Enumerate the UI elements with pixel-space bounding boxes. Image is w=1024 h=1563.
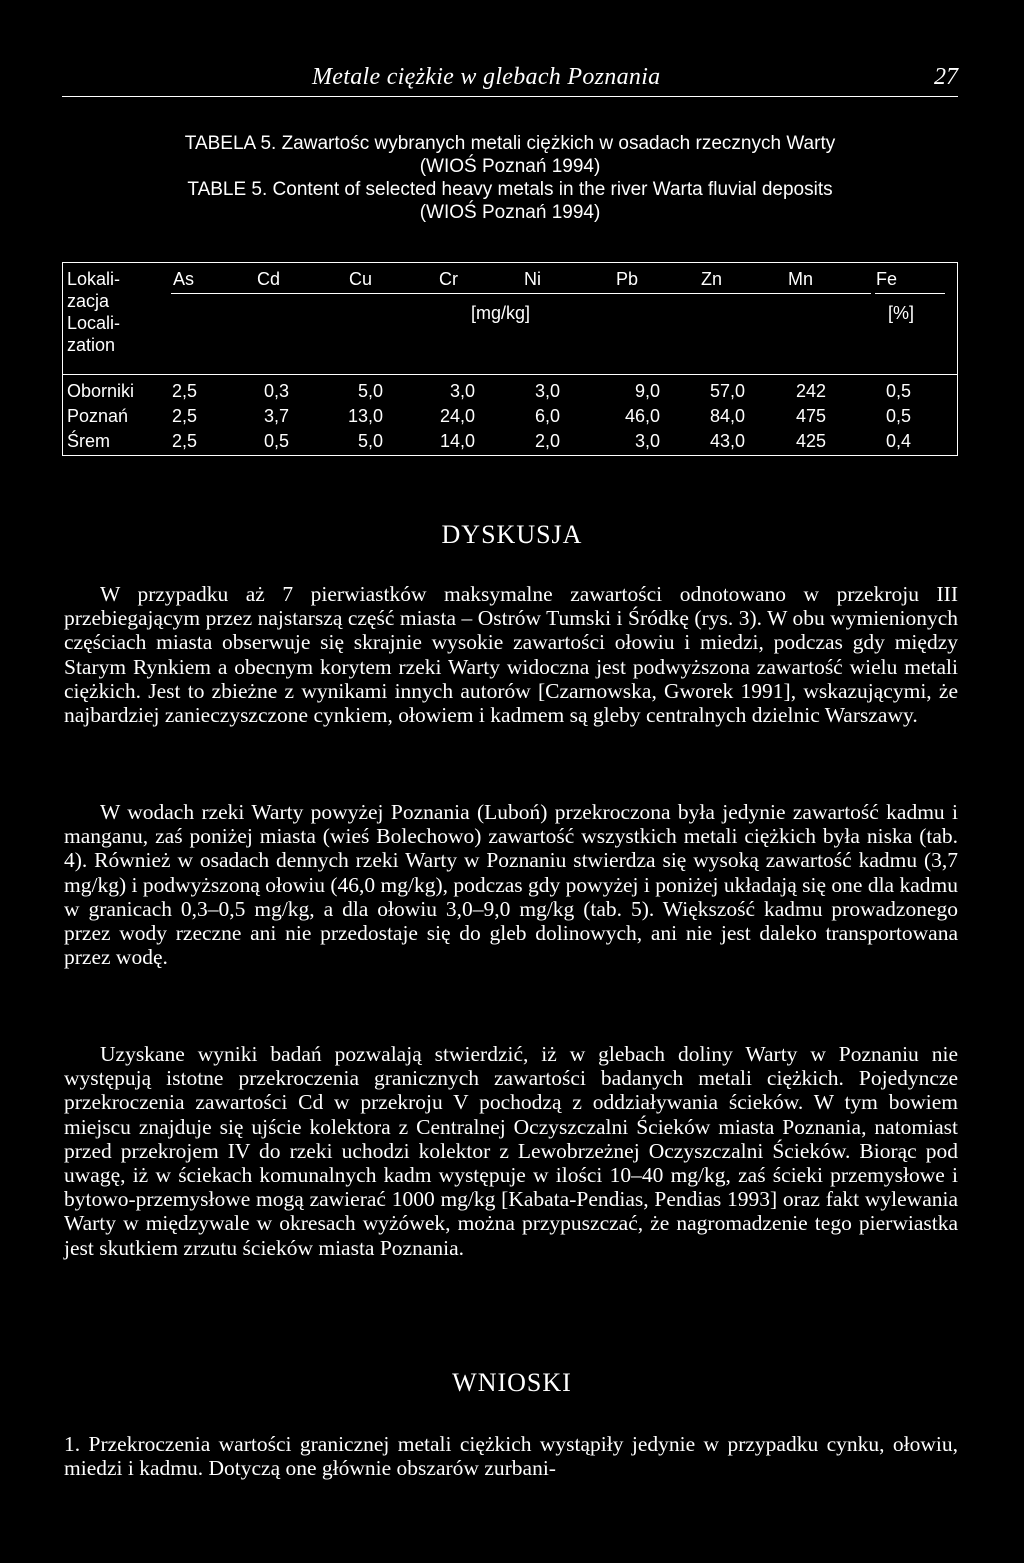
- table-cell: 13,0: [347, 406, 383, 426]
- column-header: Cu: [349, 269, 373, 289]
- column-header: Cr: [439, 269, 458, 289]
- discussion-paragraph: [64, 1042, 958, 1260]
- header-rule-fe: [875, 293, 945, 294]
- table-cell: 2,5: [171, 381, 197, 401]
- header-rule-metals: [171, 293, 871, 294]
- discussion-heading: DYSKUSJA: [441, 520, 583, 549]
- table-cell: 0,5: [263, 431, 289, 451]
- table-cell: 3,0: [449, 381, 475, 401]
- row-location: Oborniki: [67, 381, 135, 401]
- metals-table: [62, 262, 958, 456]
- table-cell: 5,0: [357, 381, 383, 401]
- table-cell: 2,5: [171, 431, 197, 451]
- table-cell: 425: [795, 431, 826, 451]
- table-cell: 57,0: [709, 381, 745, 401]
- table-cell: 3,0: [634, 431, 660, 451]
- location-header-line: zacja: [67, 291, 110, 311]
- table-cell: 43,0: [709, 431, 745, 451]
- table-cell: 24,0: [439, 406, 475, 426]
- table-cell: 3,7: [263, 406, 289, 426]
- caption-pl-line2: (WIOŚ Poznań 1994): [419, 156, 601, 177]
- table-caption: [62, 132, 958, 224]
- table-cell: 84,0: [709, 406, 745, 426]
- table-cell: 2,0: [534, 431, 560, 451]
- table-cell: 475: [795, 406, 826, 426]
- discussion-paragraph-text: W wodach rzeki Warty powyżej Poznania (Luboń) przekroczona była jedynie zawartość kadmu i manganu, zaś poniżej miasta (wieś Bolechowo) zawartość wszystkich metali ciężkich była niska (tab. 4). Również w osadach dennych rzeki Warty w Poznaniu stwierdza się wysoką zawartość kadmu (3,7 mg/kg) i podwyższoną ołowiu (46,0 mg/kg), podczas gdy powyżej i poniżej układają się one dla kadmu w granicach 0,3–0,5 mg/kg, a dla ołowiu 3,0–9,0 mg/kg (tab. 5). Większość kadmu prowadzonego przez wody rzeczne ani nie przedostaje się do gleb dolinowych, ani nie jest daleko transportowana przez wodę.: [64, 800, 958, 970]
- header-body-rule: [63, 374, 957, 375]
- column-header: Cd: [257, 269, 281, 289]
- location-header-line: Locali-: [67, 313, 121, 333]
- column-header: As: [173, 269, 195, 289]
- table-cell: 242: [795, 381, 826, 401]
- discussion-paragraph: [64, 582, 958, 727]
- row-location: Poznań: [67, 406, 129, 426]
- unit-label-percent: [%]: [888, 303, 915, 323]
- caption-pl-line1: TABELA 5. Zawartośc wybranych metali ciężkich w osadach rzecznych Warty: [184, 133, 836, 154]
- table-cell: 14,0: [439, 431, 475, 451]
- column-header: Pb: [616, 269, 639, 289]
- table-cell: 6,0: [534, 406, 560, 426]
- table-cell: 3,0: [534, 381, 560, 401]
- caption-en-line1: TABLE 5. Content of selected heavy metals in the river Warta fluvial deposits: [187, 179, 833, 200]
- discussion-paragraph: [64, 800, 958, 969]
- location-header-line: Lokali-: [67, 269, 121, 289]
- table-cell: 0,3: [263, 381, 289, 401]
- page-number: 27: [934, 64, 958, 90]
- table-cell: 0,4: [885, 431, 911, 451]
- column-header: Mn: [788, 269, 814, 289]
- running-title: Metale ciężkie w glebach Poznania: [312, 64, 661, 90]
- conclusions-heading: WNIOSKI: [452, 1368, 572, 1397]
- conclusion-item: 1. Przekroczenia wartości granicznej metali ciężkich wystąpiły jedynie w przypadku cynku, ołowiu, miedzi i kadmu. Dotyczą one głównie obszarów zurbani-: [64, 1432, 958, 1481]
- discussion-paragraph-text: Uzyskane wyniki badań pozwalają stwierdzić, iż w glebach doliny Warty w Poznaniu nie występują istotne przekroczenia granicznych zawartości badanych metali ciężkich. Pojedyncze przekroczenia zawartości Cd w przekroju V pochodzą z oddziaływania ścieków. W tym bowiem miejscu znajduje się ujście kolektora z Centralnej Oczyszczalni Ścieków miasta Poznania, natomiast przed przekrojem IV do rzeki uchodzi kolektor z Lewobrzeżnej Oczyszczalni Ścieków. Biorąc pod uwagę, iż w ściekach komunalnych kadm występuje w ilości 10–40 mg/kg, zaś ścieki przemysłowe i bytowo-przemysłowe mogą zawierać 1000 mg/kg [Kabata-Pendias, Pendias 1993] oraz fakt wylewania Warty w międzywale w okresach wyżówek, można przypuszczać, że nagromadzenie tego pierwiastka jest skutkiem zrzutu ścieków miasta Poznania.: [64, 1042, 958, 1260]
- running-header: [62, 64, 958, 97]
- column-header: Fe: [876, 269, 898, 289]
- table-cell: 9,0: [634, 381, 660, 401]
- location-header-line: zation: [67, 335, 116, 355]
- column-header: Ni: [524, 269, 541, 289]
- discussion-paragraph-text: W przypadku aż 7 pierwiastków maksymalne zawartości odnotowano w przekroju III przebiegającym przez najstarszą część miasta – Ostrów Tumski i Śródkę (rys. 3). W obu wymienionych częściach miasta obserwuje się skrajnie wysokie zawartości ołowiu i miedzi, podczas gdy między Starym Rynkiem a obecnym korytem rzeki Warty widoczna jest podwyższona zawartość wielu metali ciężkich. Jest to zbieżne z wynikami innych autorów [Czarnowska, Gworek 1991], wskazującymi, że najbardziej zanieczyszczone cynkiem, ołowiem i kadmem są gleby centralnych dzielnic Warszawy.: [64, 582, 958, 728]
- column-header: Zn: [701, 269, 723, 289]
- table-cell: 0,5: [885, 381, 911, 401]
- table-cell: 5,0: [357, 431, 383, 451]
- table-cell: 2,5: [171, 406, 197, 426]
- caption-en-line2: (WIOŚ Poznań 1994): [419, 202, 601, 223]
- table-cell: 0,5: [885, 406, 911, 426]
- unit-label-mgkg: [mg/kg]: [471, 303, 531, 323]
- table-cell: 46,0: [624, 406, 660, 426]
- row-location: Śrem: [67, 431, 111, 451]
